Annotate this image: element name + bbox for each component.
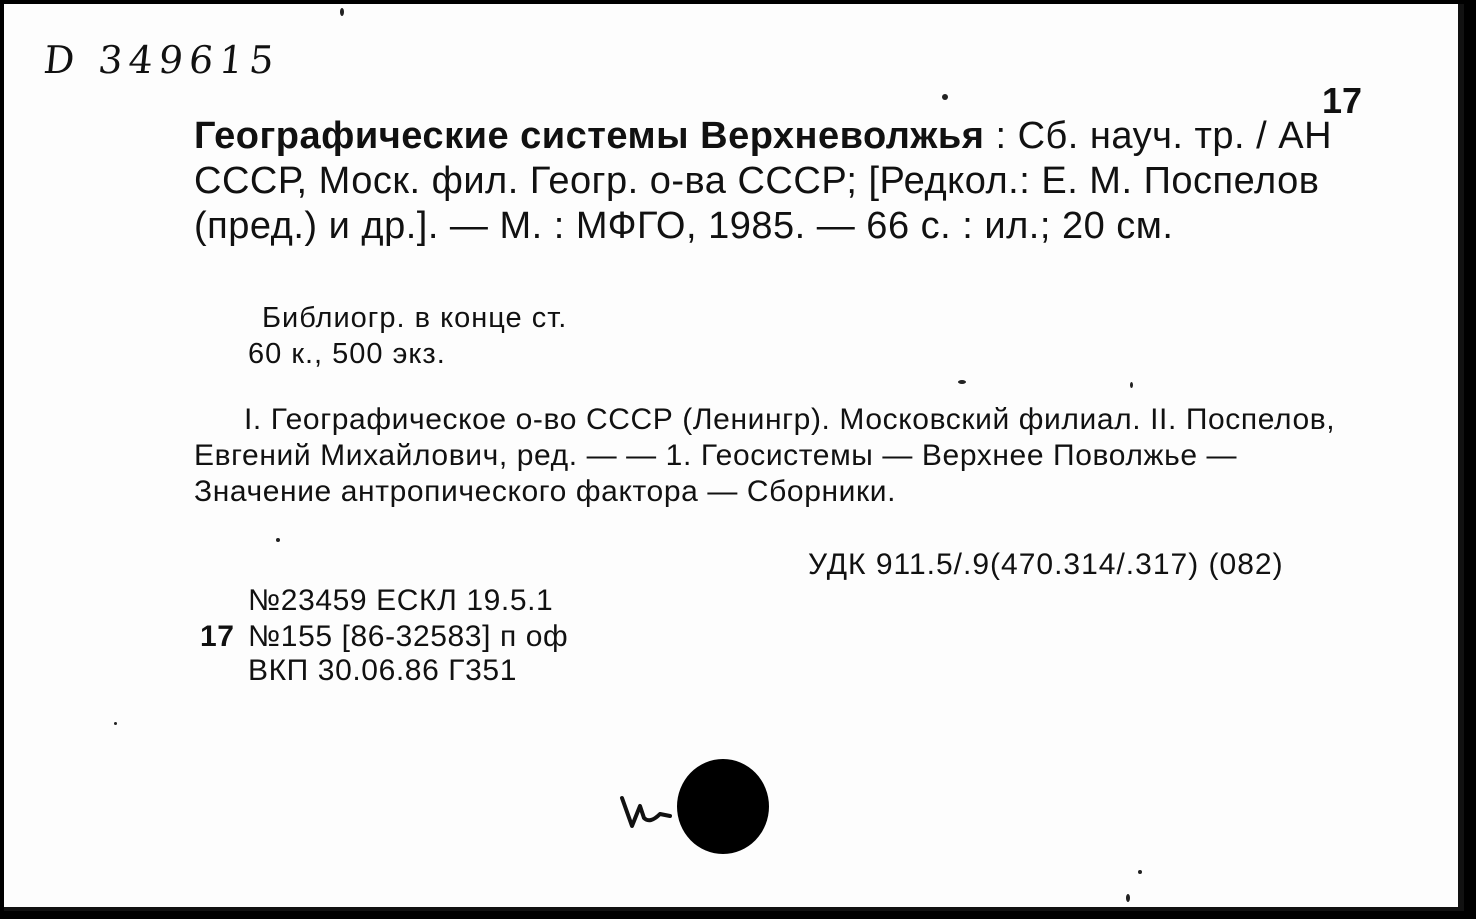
speck xyxy=(114,722,117,725)
speck xyxy=(1126,894,1130,902)
speck xyxy=(1138,870,1142,874)
speck xyxy=(942,94,948,100)
price-note: 60 к., 500 экз. xyxy=(248,338,446,370)
udc-code: УДК 911.5/.9(470.314/.317) (082) xyxy=(808,548,1284,581)
bibliographic-entry xyxy=(194,114,1364,249)
record-line-1: №23459 ЕСКЛ 19.5.1 xyxy=(248,584,554,617)
speck xyxy=(1130,382,1133,388)
handwritten-inventory-number: D 349615 xyxy=(41,38,282,82)
bibliography-note: Библиогр. в конце ст. xyxy=(262,302,568,334)
handwritten-mark xyxy=(618,784,678,834)
speck xyxy=(958,380,966,384)
catalog-card xyxy=(4,4,1464,911)
subject-headings: I. Географическое о-во СССР (Ленингр). Московский филиал. II. Поспелов, Евгений Михайлович, ред. — — 1. Геосистемы — Верхнее Поволжье — Значение антропического фактора — Сборники. xyxy=(194,403,1336,508)
record-line-2: №155 [86-32583] п оф xyxy=(248,620,569,653)
entry-title: Географические системы Верхневолжья xyxy=(194,115,985,157)
speck xyxy=(276,538,280,542)
card-number: 17 xyxy=(1322,80,1363,121)
entry-description: : Сб. науч. тр. / АН СССР, Моск. фил. Геогр. о-ва СССР; [Редкол.: Е. М. Поспелов (пред.) и др.]. — М. : МФГО, 1985. — 66 с. : ил.; 20 см. xyxy=(194,115,1333,247)
record-prefix: 17 xyxy=(200,620,235,653)
punched-dot xyxy=(677,759,769,854)
speck xyxy=(340,8,344,16)
record-line-3: ВКП 30.06.86 Г351 xyxy=(248,654,517,687)
